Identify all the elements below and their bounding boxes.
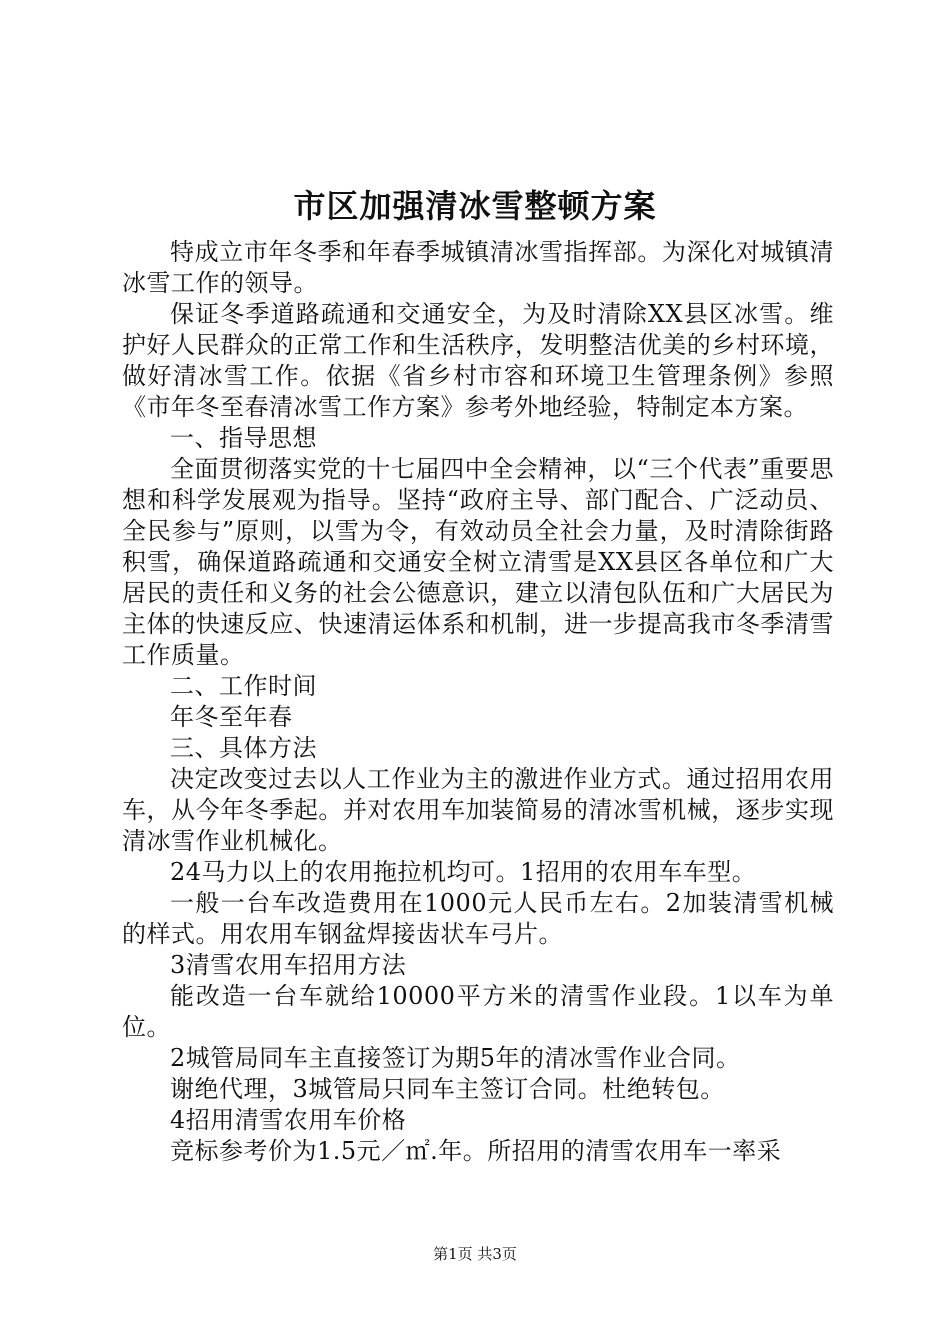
paragraph: 竞标参考价为1.5元／㎡.年。所招用的清雪农用车一率采	[170, 1137, 782, 1165]
document-body	[122, 237, 834, 1167]
paragraph: 一般一台车改造费用在1000元人民币左右。2加装清雪机械的样式。用农用车钢盆焊接齿状车弓片。	[122, 889, 834, 948]
paragraph: 谢绝代理，3城管局只同车主签订合同。杜绝转包。	[170, 1075, 725, 1103]
paragraph: 能改造一台车就给10000平方米的清雪作业段。1以车为单位。	[122, 982, 834, 1041]
page-footer: 第1页 共3页	[433, 1245, 517, 1263]
section-heading: 一、指导思想	[170, 424, 317, 452]
paragraph: 24马力以上的农用拖拉机均可。1招用的农用车车型。	[170, 858, 757, 886]
paragraph: 特成立市年冬季和年春季城镇清冰雪指挥部。为深化对城镇清冰雪工作的领导。	[122, 238, 834, 297]
paragraph: 保证冬季道路疏通和交通安全，为及时清除XX县区冰雪。维护好人民群众的正常工作和生活秩序，发明整洁优美的乡村环境，做好清冰雪工作。依据《省乡村市容和环境卫生管理条例》参照《市年冬至春清冰雪工作方案》参考外地经验，特制定本方案。	[122, 300, 834, 421]
paragraph: 3清雪农用车招用方法	[170, 951, 407, 979]
paragraph: 年冬至年春	[170, 703, 293, 731]
section-heading: 三、具体方法	[170, 734, 317, 762]
document-title: 市区加强清冰雪整顿方案	[293, 187, 657, 225]
paragraph: 全面贯彻落实党的十七届四中全会精神，以“三个代表”重要思想和科学发展观为指导。坚持“政府主导、部门配合、广泛动员、全民参与”原则，以雪为令，有效动员全社会力量，及时清除街路积雪，确保道路疏通和交通安全树立清雪是XX县区各单位和广大居民的责任和义务的社会公德意识，建立以清包队伍和广大居民为主体的快速反应、快速清运体系和机制，进一步提高我市冬季清雪工作质量。	[122, 455, 834, 669]
paragraph: 2城管局同车主直接签订为期5年的清冰雪作业合同。	[170, 1044, 741, 1072]
paragraph: 4招用清雪农用车价格	[170, 1106, 407, 1134]
paragraph: 决定改变过去以人工作业为主的激进作业方式。通过招用农用车，从今年冬季起。并对农用车加装简易的清冰雪机械，逐步实现清冰雪作业机械化。	[122, 765, 834, 855]
section-heading: 二、工作时间	[170, 672, 317, 700]
